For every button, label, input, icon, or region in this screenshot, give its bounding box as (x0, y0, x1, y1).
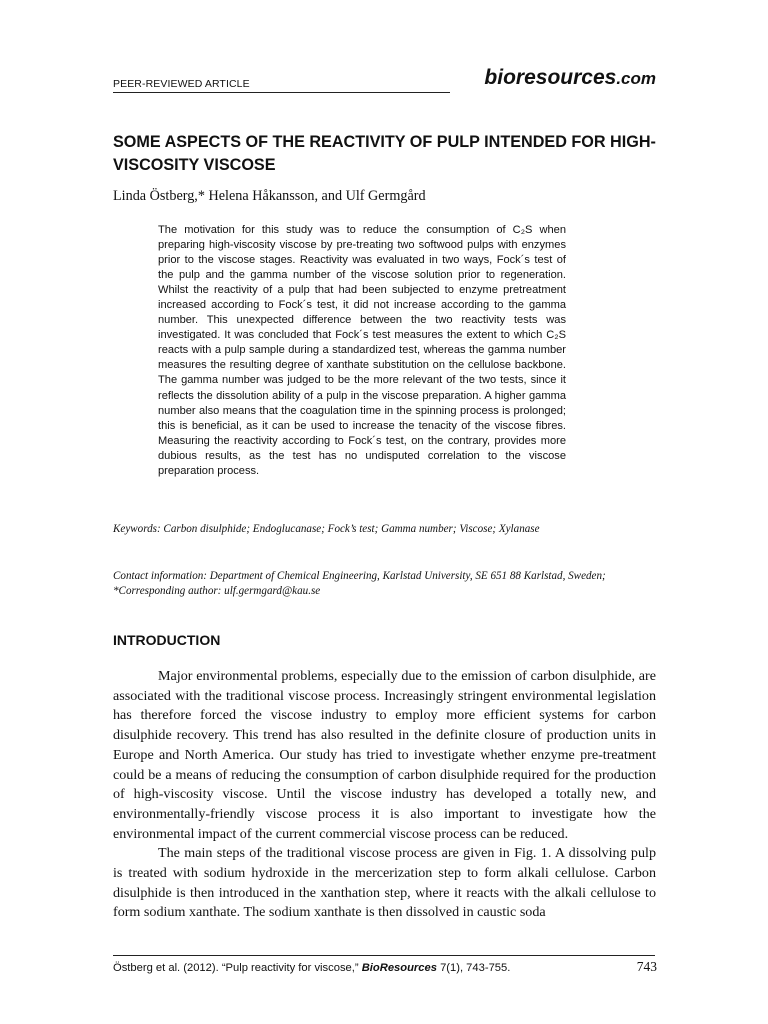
citation-journal-name: BioResources (361, 962, 437, 974)
citation-prefix: Östberg et al. (2012). “Pulp reactivity for viscose,” (113, 962, 359, 974)
introduction-paragraph: The main steps of the traditional viscose process are given in Fig. 1. A dissolving pulp is treated with sodium hydroxide in the mercerization step to form alkali cellulose. Carbon disulphide is then introduced in the xanthation step, where it reacts with the alkali cellulose to form sodium xanthate. The sodium xanthate is then dissolved in caustic soda (113, 845, 656, 921)
article-title: SOME ASPECTS OF THE REACTIVITY OF PULP INTENDED FOR HIGH-VISCOSITY VISCOSE (113, 133, 656, 174)
journal-brand-suffix: .com (616, 69, 656, 88)
journal-brand-name: bioresources (484, 66, 617, 89)
article-authors: Linda Östberg,* Helena Håkansson, and Ulf Germgård (113, 188, 426, 204)
footer-citation (113, 962, 510, 974)
page-number: 743 (636, 959, 657, 974)
article-abstract: The motivation for this study was to reduce the consumption of C₂S when preparing high-viscosity viscose by pre-treating two softwood pulps with enzymes prior to the viscose stages. Reactivity was evaluated in two ways, Fock´s test of the pulp and the gamma number of the viscose solution prior to regeneration. Whilst the reactivity of a pulp that had been subjected to enzyme pretreatment increased according to Fock´s test, it did not increase according to the gamma number. This unexpected difference between the two reactivity tests was investigated. It was concluded that Fock´s test measures the extent to which C₂S reacts with a pulp sample during a standardized test, whereas the gamma number measures the resulting degree of xanthate substitution on the cellulose backbone. The gamma number was judged to be the more relevant of the two tests, since it reflects the dissolution ability of a pulp in the viscose preparation. A higher gamma number also means that the coagulation time in the spinning process is prolonged; this is beneficial, as it can be used to increase the tenacity of the viscose fibres. Measuring the reactivity according to Fock´s test, on the contrary, provides more dubious results, as the test has no undisputed correlation to the viscose preparation process. (158, 224, 566, 477)
footer-rule (113, 955, 655, 956)
header-label: PEER-REVIEWED ARTICLE (113, 78, 250, 90)
section-heading-introduction: INTRODUCTION (113, 632, 221, 648)
contact-information: Contact information: Department of Chemical Engineering, Karlstad University, SE 651 88 Karlstad, Sweden; *Corresponding author: ulf.germgard@kau.se (113, 570, 606, 597)
article-keywords: Keywords: Carbon disulphide; Endoglucanase; Fock’s test; Gamma number; Viscose; Xylanase (113, 523, 540, 535)
introduction-body (113, 667, 656, 923)
citation-suffix: 7(1), 743-755. (440, 962, 511, 974)
introduction-paragraph: Major environmental problems, especially due to the emission of carbon disulphide, are associated with the traditional viscose process. Increasingly stringent environmental legislation has therefore forced the viscose industry to employ more efficient systems for carbon disulphide recovery. This trend has also resulted in the definite closure of production units in Europe and North America. Our study has tried to investigate whether enzyme pre-treatment could be a means of reducing the consumption of carbon disulphide required for the production of high-viscosity viscose. Until the viscose industry has developed a totally new, and environmentally-friendly viscose process it is also important to investigate how the environmental impact of the current commercial viscose process can be reduced. (113, 668, 656, 842)
journal-brand (484, 66, 656, 90)
header-rule (113, 92, 450, 93)
